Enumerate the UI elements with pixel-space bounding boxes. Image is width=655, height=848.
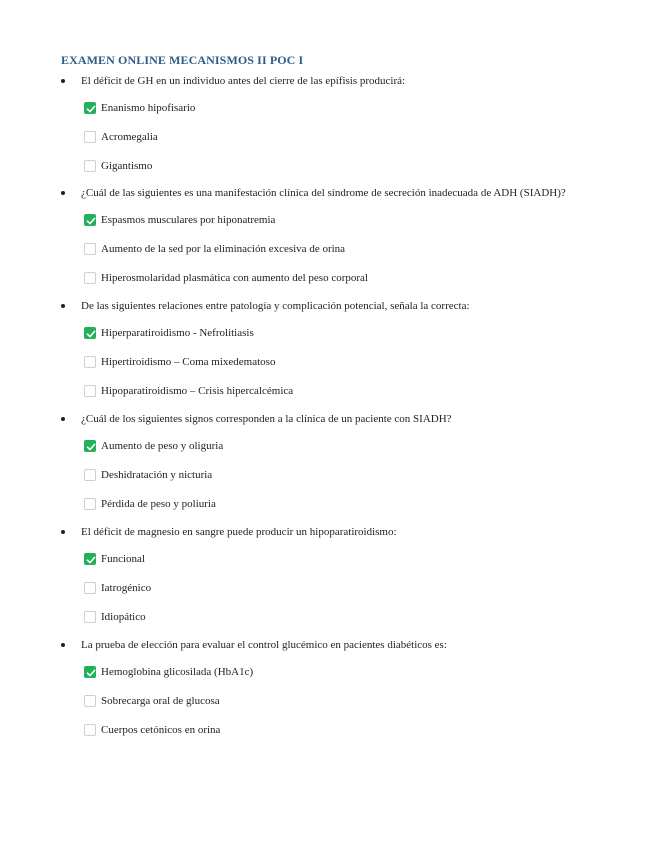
checkbox-empty-icon[interactable] — [84, 356, 96, 368]
checkbox-empty-icon[interactable] — [84, 582, 96, 594]
checkbox-empty-icon[interactable] — [84, 695, 96, 707]
answer-label: Aumento de peso y oliguria — [101, 440, 224, 452]
question-text: ¿Cuál de los siguientes signos corresponden a la clínica de un paciente con SIADH? — [81, 413, 452, 425]
checkbox-checked-icon[interactable] — [84, 214, 96, 226]
checkbox-empty-icon[interactable] — [84, 724, 96, 736]
answer-label: Deshidratación y nicturia — [101, 469, 213, 481]
checkbox-empty-icon[interactable] — [84, 160, 96, 172]
bullet-icon — [61, 191, 65, 195]
answer-label: Gigantismo — [101, 160, 153, 172]
answer-label: Enanismo hipofisario — [101, 102, 196, 114]
checkbox-checked-icon[interactable] — [84, 327, 96, 339]
bullet-icon — [61, 643, 65, 647]
page-title: EXAMEN ONLINE MECANISMOS II POC I — [61, 53, 304, 67]
checkbox-checked-icon[interactable] — [84, 440, 96, 452]
answer-label: Aumento de la sed por la eliminación excesiva de orina — [101, 243, 346, 255]
question-text: El déficit de magnesio en sangre puede producir un hipoparatiroidismo: — [81, 526, 397, 538]
checkbox-empty-icon[interactable] — [84, 469, 96, 481]
answer-label: Idiopático — [101, 611, 146, 623]
checkbox-empty-icon[interactable] — [84, 385, 96, 397]
answer-label: Hiperparatiroidismo - Nefrolitiasis — [101, 327, 254, 339]
checkbox-empty-icon[interactable] — [84, 272, 96, 284]
checkbox-empty-icon[interactable] — [84, 131, 96, 143]
answer-label: Espasmos musculares por hiponatremia — [101, 214, 276, 226]
checkbox-checked-icon[interactable] — [84, 553, 96, 565]
bullet-icon — [61, 79, 65, 83]
question-text: ¿Cuál de las siguientes es una manifestación clínica del síndrome de secreción inadecuada de ADH (SIADH)? — [81, 187, 566, 199]
question-text: La prueba de elección para evaluar el control glucémico en pacientes diabéticos es: — [81, 639, 447, 651]
answer-label: Hiperosmolaridad plasmática con aumento del peso corporal — [101, 272, 368, 284]
question-text: El déficit de GH en un individuo antes del cierre de las epífisis producirá: — [81, 75, 406, 87]
answer-label: Cuerpos cetónicos en orina — [101, 724, 221, 736]
checkbox-empty-icon[interactable] — [84, 611, 96, 623]
bullet-icon — [61, 530, 65, 534]
checkbox-empty-icon[interactable] — [84, 498, 96, 510]
answer-label: Hipertiroidismo – Coma mixedematoso — [101, 356, 276, 368]
answer-label: Iatrogénico — [101, 582, 152, 594]
answer-label: Pérdida de peso y poliuria — [101, 498, 216, 510]
answer-label: Hemoglobina glicosilada (HbA1c) — [101, 666, 254, 678]
bullet-icon — [61, 417, 65, 421]
answer-label: Sobrecarga oral de glucosa — [101, 695, 220, 707]
answer-label: Hipoparatiroidismo – Crisis hipercalcémica — [101, 385, 294, 397]
answer-label: Acromegalia — [101, 131, 158, 143]
question-text: De las siguientes relaciones entre patología y complicación potencial, señala la correcta: — [81, 300, 470, 312]
answer-label: Funcional — [101, 553, 145, 565]
checkbox-checked-icon[interactable] — [84, 102, 96, 114]
bullet-icon — [61, 304, 65, 308]
checkbox-checked-icon[interactable] — [84, 666, 96, 678]
checkbox-empty-icon[interactable] — [84, 243, 96, 255]
